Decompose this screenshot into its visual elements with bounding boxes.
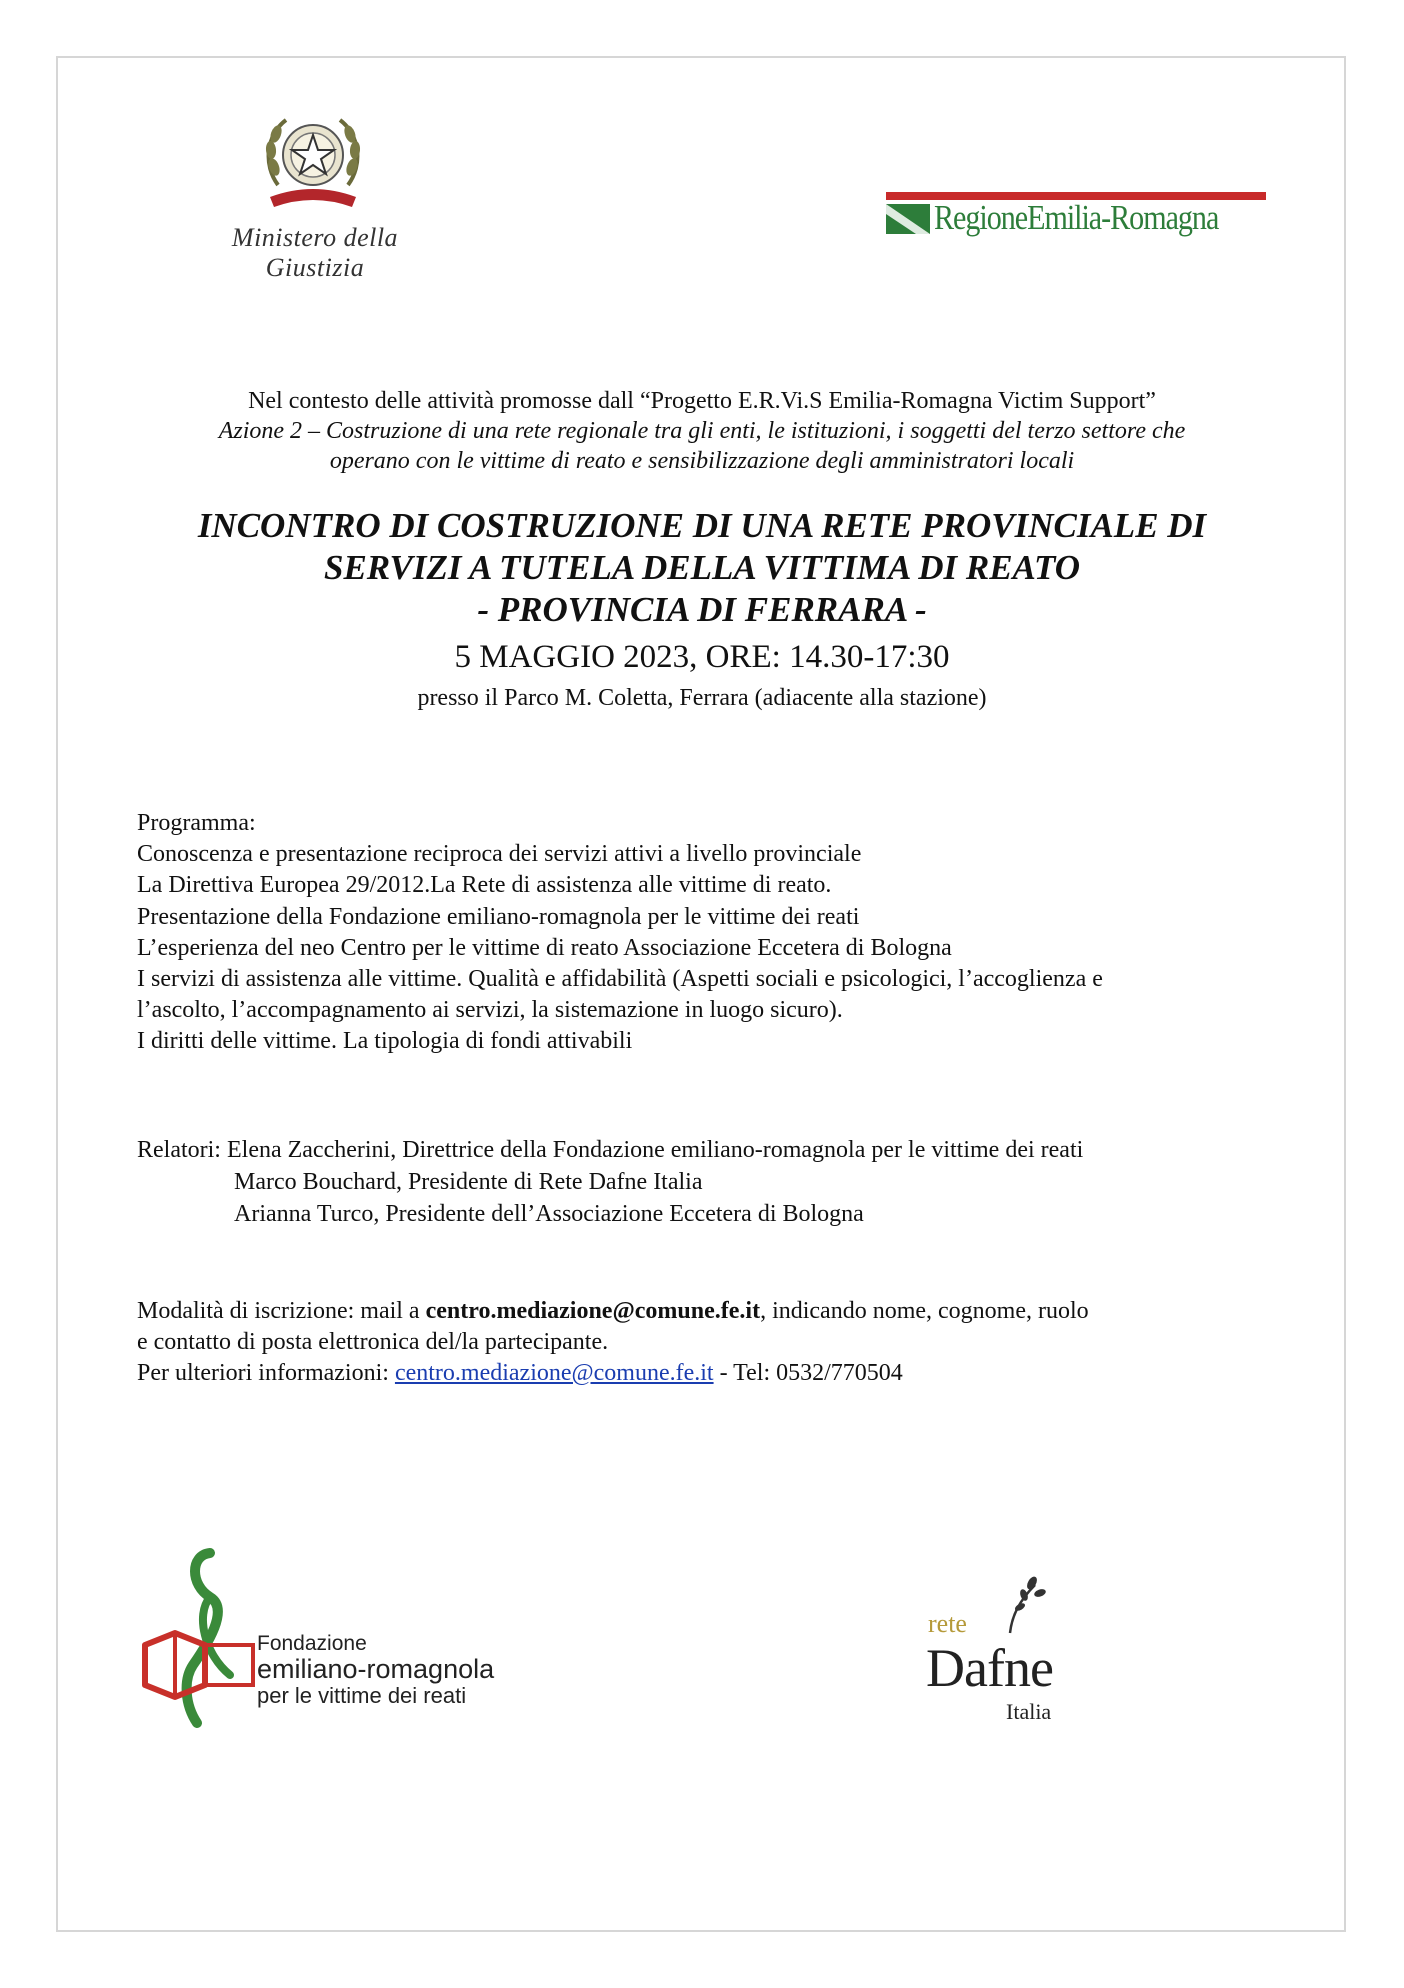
iscrizione-prefix: Modalità di iscrizione: mail a xyxy=(137,1298,426,1324)
iscrizione-email: centro.mediazione@comune.fe.it xyxy=(425,1298,761,1324)
relatori-row xyxy=(137,1134,1267,1166)
regione-logo xyxy=(880,192,1270,252)
speaker: Elena Zaccherini, Direttrice della Fondazione emiliano-romagnola per le vittime dei reati xyxy=(226,1137,1084,1163)
speaker: Arianna Turco, Presidente dell’Associazione Eccetera di Bologna xyxy=(234,1201,864,1227)
relatori-section xyxy=(137,1134,1267,1230)
fondazione-ribbon-icon xyxy=(135,1545,265,1730)
fondazione-line-2: emiliano-romagnola xyxy=(257,1654,495,1684)
speaker: Marco Bouchard, Presidente di Rete Dafne Italia xyxy=(234,1169,703,1195)
intro-line-2: Azione 2 – Costruzione di una rete regionale tra gli enti, le istituzioni, i soggetti del terzo settore che xyxy=(218,418,1186,444)
programma-item: L’esperienza del neo Centro per le vittime di reato Associazione Eccetera di Bologna xyxy=(137,934,952,961)
dafne-branch-icon xyxy=(980,1575,1060,1635)
info-line xyxy=(137,1358,1277,1389)
fondazione-line-1: Fondazione xyxy=(257,1632,367,1655)
dafne-rete-label: rete xyxy=(928,1609,967,1638)
regione-label: RegioneEmilia-Romagna xyxy=(934,198,1219,237)
fondazione-logo xyxy=(135,1545,495,1730)
event-title xyxy=(100,505,1304,631)
programma-item: Presentazione della Fondazione emiliano-romagnola per le vittime dei reati xyxy=(137,903,860,930)
italian-emblem-icon xyxy=(258,105,368,220)
programma-item: I servizi di assistenza alle vittime. Qualità e affidabilità (Aspetti sociali e psicologici, l’accoglienza e xyxy=(137,966,1103,993)
event-date: 5 MAGGIO 2023, ORE: 14.30-17:30 xyxy=(454,639,950,675)
ministero-label: Ministero della Giustizia xyxy=(231,223,399,282)
fondazione-label xyxy=(257,1633,494,1707)
programma-section xyxy=(137,808,1267,1058)
title-line-2: SERVIZI A TUTELA DELLA VITTIMA DI REATO xyxy=(324,548,1080,587)
dafne-italia-label: Italia xyxy=(1006,1699,1052,1724)
iscrizione-section xyxy=(137,1296,1277,1389)
programma-item: La Direttiva Europea 29/2012.La Rete di assistenza alle vittime di reato. xyxy=(137,872,832,899)
info-prefix: Per ulteriori informazioni: xyxy=(137,1360,395,1386)
iscrizione-suffix: , indicando nome, cognome, ruolo xyxy=(760,1298,1089,1324)
programma-item: l’ascolto, l’accompagnamento ai servizi, la sistemazione in luogo sicuro). xyxy=(137,997,843,1024)
intro-line-3: operano con le vittime di reato e sensibilizzazione degli amministratori locali xyxy=(329,448,1075,474)
iscrizione-line-1 xyxy=(137,1296,1277,1327)
intro-line-1: Nel contesto delle attività promosse dall “Progetto E.R.Vi.S Emilia-Romagna Victim Support” xyxy=(248,388,1156,414)
info-email-link[interactable]: centro.mediazione@comune.fe.it xyxy=(394,1360,714,1386)
programma-item: I diritti delle vittime. La tipologia di fondi attivabili xyxy=(137,1028,633,1055)
intro-block xyxy=(100,386,1304,476)
regione-flag-icon xyxy=(886,204,930,234)
fondazione-line-3: per le vittime dei reati xyxy=(257,1683,467,1708)
ministero-logo xyxy=(180,105,450,282)
dafne-name-label: Dafne xyxy=(926,1638,1053,1698)
title-line-3: - PROVINCIA DI FERRARA - xyxy=(477,590,927,629)
programma-heading: Programma: xyxy=(137,810,256,836)
programma-item: Conoscenza e presentazione reciproca dei servizi attivi a livello provinciale xyxy=(137,841,862,868)
title-line-1: INCONTRO DI COSTRUZIONE DI UNA RETE PROVINCIALE DI xyxy=(197,506,1207,545)
event-venue: presso il Parco M. Coletta, Ferrara (adiacente alla stazione) xyxy=(417,685,987,711)
info-suffix: - Tel: 0532/770504 xyxy=(713,1360,903,1386)
dafne-logo xyxy=(920,1575,1100,1745)
relatori-label: Relatori: xyxy=(137,1137,221,1163)
iscrizione-line-2: e contatto di posta elettronica del/la partecipante. xyxy=(137,1329,609,1355)
